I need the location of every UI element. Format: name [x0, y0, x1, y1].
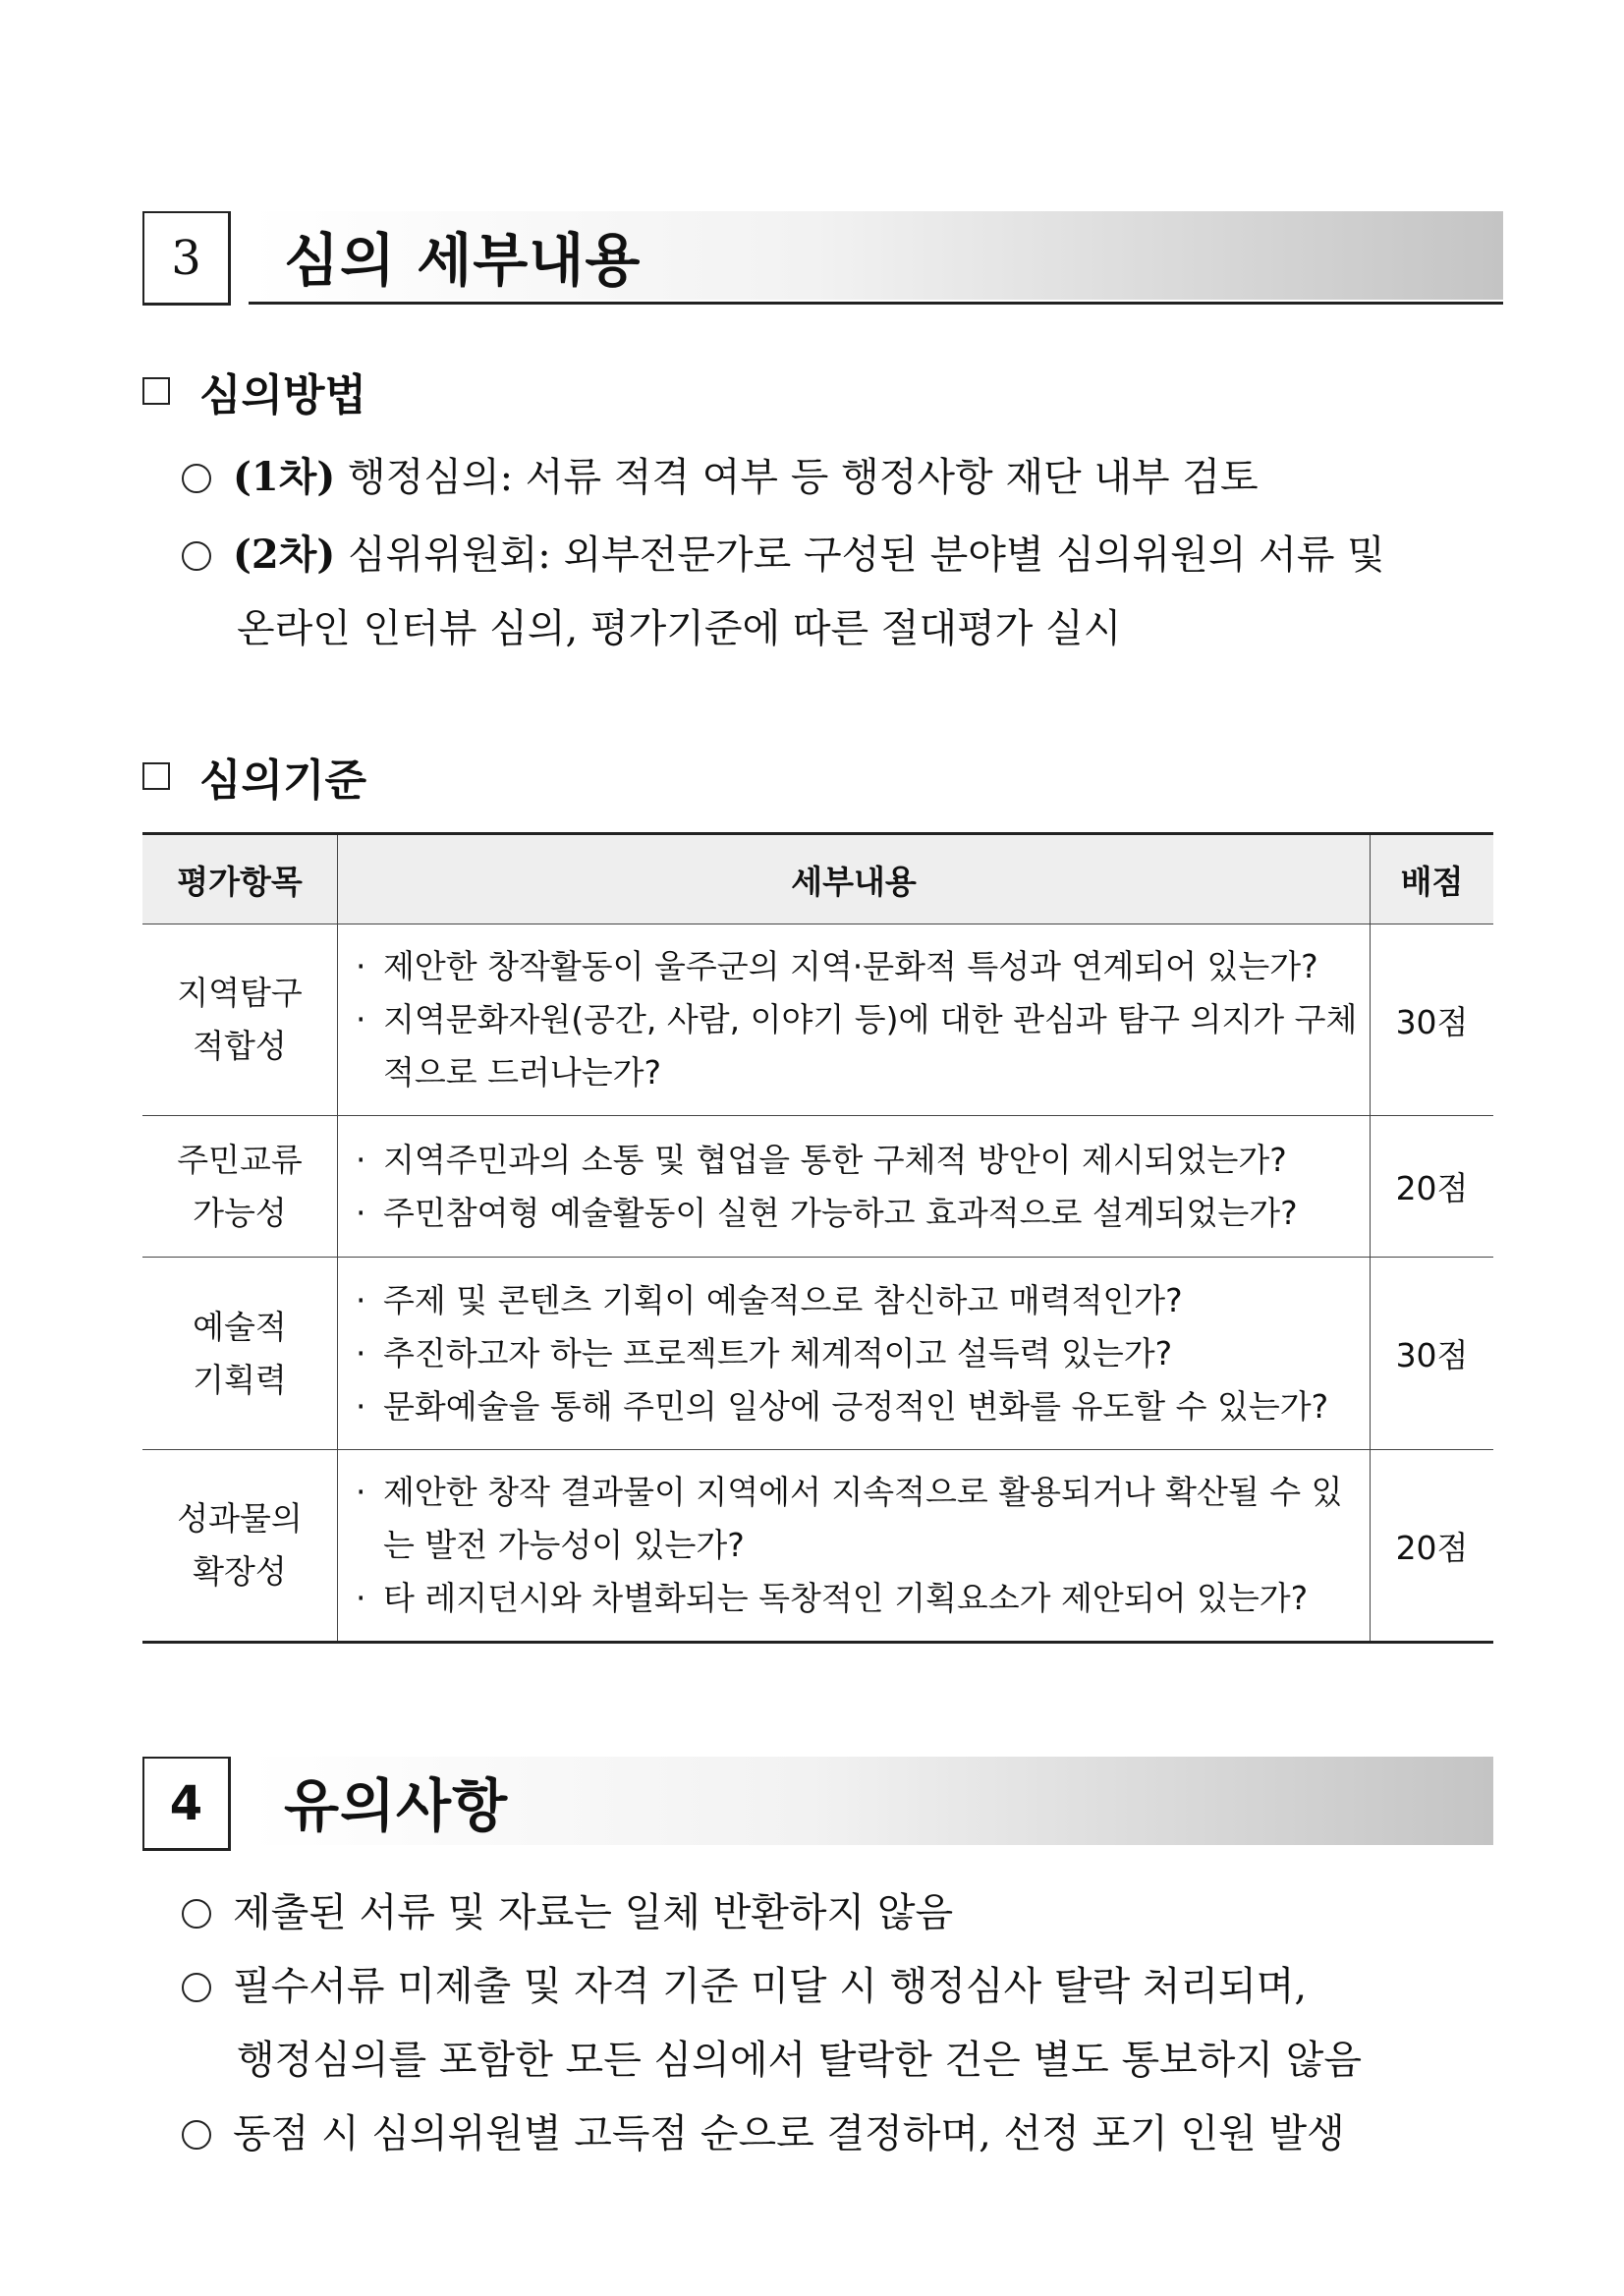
notice-item-2-text: 필수서류 미제출 및 자격 기준 미달 시 행정심사 탈락 처리되며,: [233, 1964, 1308, 2009]
row-score: 20점: [1371, 1116, 1494, 1258]
circle-bullet-icon: [182, 1899, 211, 1929]
table-row: [142, 1258, 1493, 1450]
row-category: 지역탐구 적합성: [142, 924, 338, 1116]
method-item-1-text: 행정심의: 서류 적격 여부 등 행정사항 재단 내부 검토: [348, 455, 1259, 500]
criteria-heading: [142, 747, 366, 806]
row-category: 성과물의 확장성: [142, 1450, 338, 1643]
method-item-1-label: (1차): [233, 454, 336, 500]
section-4-title-bar: [249, 1757, 1493, 1845]
row-details: [338, 1116, 1371, 1258]
row-category: 주민교류 가능성: [142, 1116, 338, 1258]
method-item-2-text: 심위위원회: 외부전문가로 구성된 분야별 심의위원의 서류 및: [348, 532, 1385, 578]
method-item-2-label: (2차): [233, 532, 336, 578]
criteria-table-header: [142, 834, 1493, 924]
list-item: · 제안한 창작활동이 울주군의 지역·문화적 특성과 연계되어 있는가?: [348, 940, 1360, 993]
section-3-number: 3: [142, 211, 231, 306]
section-4-number: 4: [142, 1757, 231, 1851]
criteria-table: [142, 832, 1493, 1644]
section-3-title-bar: [249, 211, 1503, 300]
circle-bullet-icon: [182, 2120, 211, 2150]
method-heading: [142, 362, 366, 420]
section-4-header: [142, 1757, 1493, 1855]
method-heading-text: 심의방법: [199, 370, 367, 420]
row-details: [338, 1450, 1371, 1643]
method-item-1: [182, 440, 1496, 515]
circle-bullet-icon: [182, 541, 211, 571]
square-bullet-icon: [142, 762, 170, 790]
list-item: · 지역주민과의 소통 및 협업을 통한 구체적 방안이 제시되었는가?: [348, 1134, 1360, 1187]
circle-bullet-icon: [182, 464, 211, 493]
circle-bullet-icon: [182, 1973, 211, 2002]
list-item: · 주민참여형 예술활동이 실현 가능하고 효과적으로 설계되었는가?: [348, 1187, 1360, 1240]
table-row: [142, 924, 1493, 1116]
list-item: · 문화예술을 통해 주민의 일상에 긍정적인 변화를 유도할 수 있는가?: [348, 1380, 1360, 1433]
header-detail: 세부내용: [338, 834, 1371, 924]
method-item-2-text-cont: 온라인 인터뷰 심의, 평가기준에 따른 절대평가 실시: [237, 606, 1122, 651]
list-item: · 지역문화자원(공간, 사람, 이야기 등)에 대한 관심과 탐구 의지가 구체적으로 드러나는가?: [348, 993, 1360, 1099]
header-score: 배점: [1371, 834, 1494, 924]
row-category: 예술적 기획력: [142, 1258, 338, 1450]
notice-item-3: [182, 2098, 1496, 2171]
list-item: · 제안한 창작 결과물이 지역에서 지속적으로 활용되거나 확산될 수 있는 발전 가능성이 있는가?: [348, 1466, 1360, 1572]
section-3-underline: [249, 302, 1503, 305]
table-row: [142, 1116, 1493, 1258]
list-item: · 타 레지던시와 차별화되는 독창적인 기획요소가 제안되어 있는가?: [348, 1572, 1360, 1625]
notice-item-3-text: 동점 시 심의위원별 고득점 순으로 결정하며, 선정 포기 인원 발생: [233, 2111, 1345, 2156]
method-item-2: [182, 518, 1496, 666]
section-4-title: 유의사항: [284, 1772, 509, 1839]
header-category: 평가항목: [142, 834, 338, 924]
criteria-heading-text: 심의기준: [199, 756, 367, 806]
table-row: [142, 1450, 1493, 1643]
row-details: [338, 1258, 1371, 1450]
section-3-title: 심의 세부내용: [284, 227, 642, 294]
notice-item-2-text-cont: 행정심의를 포함한 모든 심의에서 탈락한 건은 별도 통보하지 않음: [237, 2038, 1362, 2083]
row-details: [338, 924, 1371, 1116]
notice-item-1-text: 제출된 서류 및 자료는 일체 반환하지 않음: [233, 1890, 954, 1935]
list-item: · 주제 및 콘텐츠 기획이 예술적으로 참신하고 매력적인가?: [348, 1274, 1360, 1327]
notice-item-2: [182, 1950, 1496, 2098]
square-bullet-icon: [142, 377, 170, 405]
row-score: 20점: [1371, 1450, 1494, 1643]
notice-item-1: [182, 1876, 1496, 1950]
row-score: 30점: [1371, 1258, 1494, 1450]
section-3-header: [142, 211, 1503, 309]
list-item: · 추진하고자 하는 프로젝트가 체계적이고 설득력 있는가?: [348, 1327, 1360, 1380]
row-score: 30점: [1371, 924, 1494, 1116]
